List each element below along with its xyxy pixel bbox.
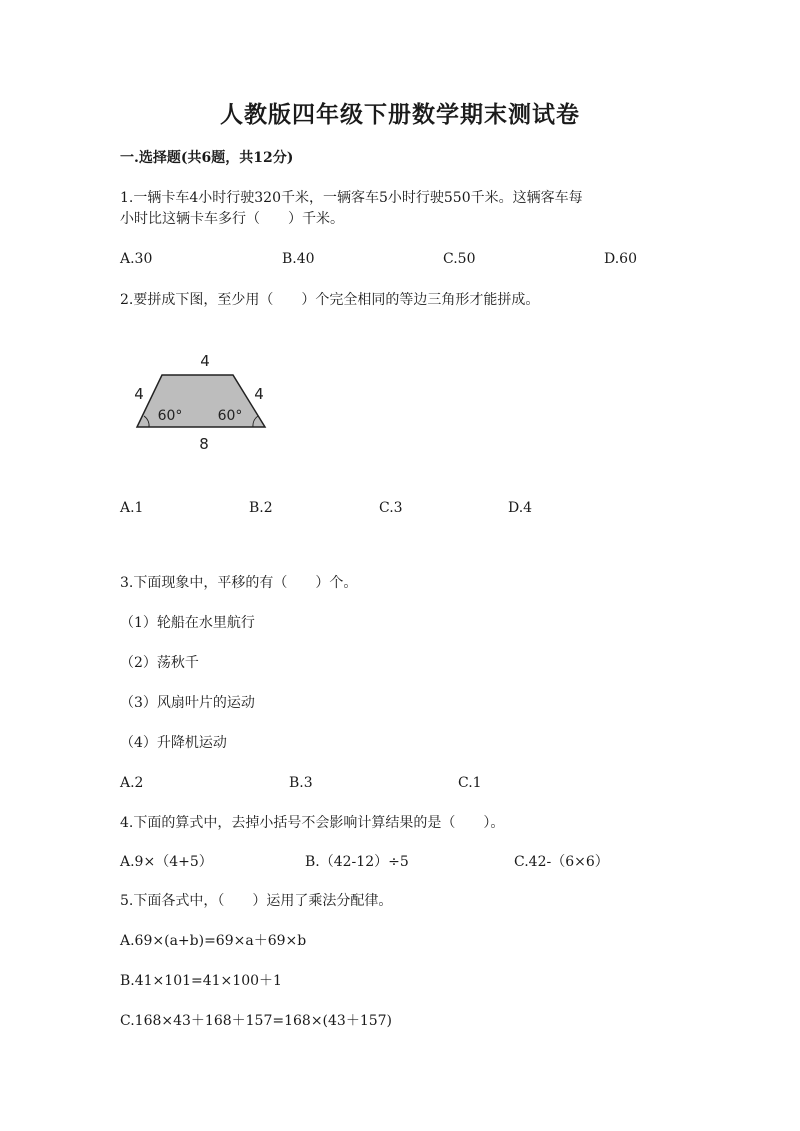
q2-option-a: A.1 [120,500,144,516]
label-top: 4 [200,352,210,370]
q1-option-b: B.40 [282,251,315,267]
q1-option-c: C.50 [443,251,476,267]
q3-item-2: （2）荡秋千 [120,655,199,671]
angle-label-left: 60° [157,408,183,424]
trapezoid-figure [125,345,275,455]
q5-option-a: A.69×(a+b)=69×a＋69×b [120,933,307,949]
question-3-text: 3.下面现象中，平移的有（ ）个。 [120,575,358,591]
q5-option-c: C.168×43＋168＋157=168×(43＋157) [120,1013,393,1029]
page-title: 人教版四年级下册数学期末测试卷 [220,101,580,128]
q4-option-b: B.（42-12）÷5 [305,854,409,870]
section-heading: 一.选择题(共6题，共12分) [120,150,294,166]
question-1-line-2: 小时比这辆卡车多行（ ）千米。 [120,211,344,227]
label-bottom: 8 [199,435,209,453]
q4-option-c: C.42-（6×6） [514,854,609,870]
q3-option-b: B.3 [289,775,313,791]
trapezoid-shape [137,375,265,427]
q2-option-c: C.3 [379,500,403,516]
q2-option-d: D.4 [508,500,533,516]
q3-option-a: A.2 [120,775,144,791]
q5-option-b: B.41×101=41×100＋1 [120,973,282,989]
q3-item-3: （3）风扇叶片的运动 [120,695,255,711]
question-2-text: 2.要拼成下图，至少用（ ）个完全相同的等边三角形才能拼成。 [120,292,540,308]
q1-option-a: A.30 [120,251,153,267]
q4-option-a: A.9×（4+5） [120,854,213,870]
q2-option-b: B.2 [249,500,273,516]
label-left: 4 [134,385,144,403]
angle-label-right: 60° [217,408,243,424]
q3-item-1: （1）轮船在水里航行 [120,615,255,631]
q3-option-c: C.1 [458,775,482,791]
q1-option-d: D.60 [604,251,637,267]
question-5-text: 5.下面各式中，（ ）运用了乘法分配律。 [120,893,393,909]
label-right: 4 [254,385,264,403]
question-4-text: 4.下面的算式中，去掉小括号不会影响计算结果的是（ ）。 [120,815,505,831]
question-1-line-1: 1.一辆卡车4小时行驶320千米，一辆客车5小时行驶550千米。这辆客车每 [120,190,583,206]
q3-item-4: （4）升降机运动 [120,735,227,751]
